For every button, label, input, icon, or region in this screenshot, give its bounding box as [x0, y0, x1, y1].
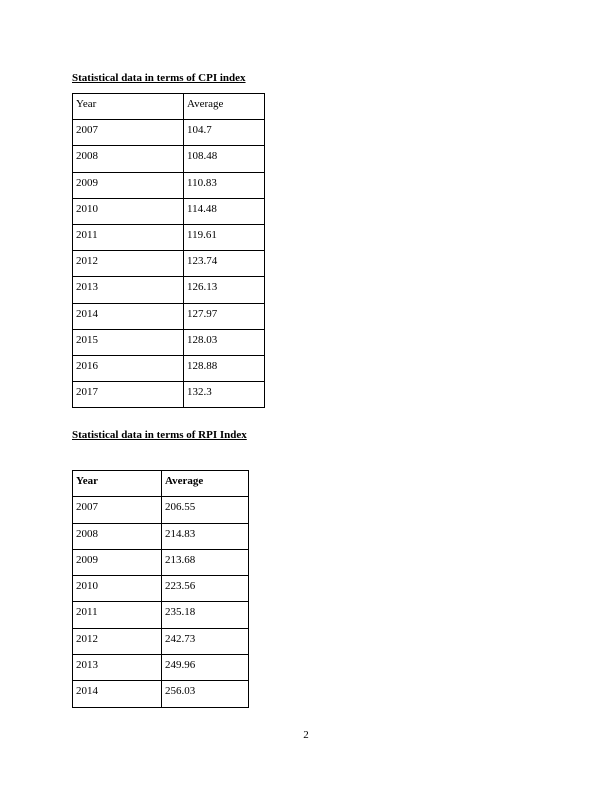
average-cell: 206.55: [162, 497, 249, 523]
year-cell: 2016: [73, 355, 184, 381]
average-cell: 214.83: [162, 523, 249, 549]
table-row: [73, 198, 265, 224]
table-row: [73, 681, 249, 707]
average-cell: 256.03: [162, 681, 249, 707]
year-cell: 2008: [73, 523, 162, 549]
column-header-average: Average: [184, 94, 265, 120]
average-cell: 114.48: [184, 198, 265, 224]
average-cell: 128.03: [184, 329, 265, 355]
table-row: [73, 277, 265, 303]
year-cell: 2007: [73, 497, 162, 523]
year-cell: 2015: [73, 329, 184, 355]
average-cell: 104.7: [184, 120, 265, 146]
average-cell: 242.73: [162, 628, 249, 654]
year-cell: 2017: [73, 382, 184, 408]
table-header-row: [73, 94, 265, 120]
year-cell: 2010: [73, 198, 184, 224]
table-row: [73, 224, 265, 250]
column-header-average: Average: [162, 471, 249, 497]
year-cell: 2014: [73, 303, 184, 329]
average-cell: 132.3: [184, 382, 265, 408]
rpi-table: [72, 470, 249, 708]
average-cell: 127.97: [184, 303, 265, 329]
year-cell: 2011: [73, 602, 162, 628]
cpi-table-heading: Statistical data in terms of CPI index: [72, 72, 246, 84]
table-header-row: [73, 471, 249, 497]
rpi-table-heading: Statistical data in terms of RPI Index: [72, 429, 247, 441]
year-cell: 2010: [73, 576, 162, 602]
table-row: [73, 655, 249, 681]
average-cell: 235.18: [162, 602, 249, 628]
table-row: [73, 628, 249, 654]
year-cell: 2009: [73, 172, 184, 198]
average-cell: 249.96: [162, 655, 249, 681]
year-cell: 2012: [73, 251, 184, 277]
table-row: [73, 497, 249, 523]
average-cell: 108.48: [184, 146, 265, 172]
year-cell: 2012: [73, 628, 162, 654]
page-number: 2: [303, 729, 309, 741]
table-row: [73, 576, 249, 602]
year-cell: 2008: [73, 146, 184, 172]
year-cell: 2013: [73, 655, 162, 681]
average-cell: 126.13: [184, 277, 265, 303]
year-cell: 2011: [73, 224, 184, 250]
table-row: [73, 382, 265, 408]
column-header-year: Year: [73, 471, 162, 497]
year-cell: 2009: [73, 549, 162, 575]
table-row: [73, 172, 265, 198]
table-row: [73, 329, 265, 355]
table-row: [73, 523, 249, 549]
average-cell: 223.56: [162, 576, 249, 602]
year-cell: 2013: [73, 277, 184, 303]
year-cell: 2007: [73, 120, 184, 146]
table-row: [73, 303, 265, 329]
average-cell: 128.88: [184, 355, 265, 381]
average-cell: 110.83: [184, 172, 265, 198]
average-cell: 213.68: [162, 549, 249, 575]
year-cell: 2014: [73, 681, 162, 707]
table-row: [73, 120, 265, 146]
average-cell: 123.74: [184, 251, 265, 277]
column-header-year: Year: [73, 94, 184, 120]
table-row: [73, 355, 265, 381]
table-row: [73, 146, 265, 172]
average-cell: 119.61: [184, 224, 265, 250]
table-row: [73, 549, 249, 575]
table-row: [73, 602, 249, 628]
table-row: [73, 251, 265, 277]
cpi-table: [72, 93, 265, 408]
